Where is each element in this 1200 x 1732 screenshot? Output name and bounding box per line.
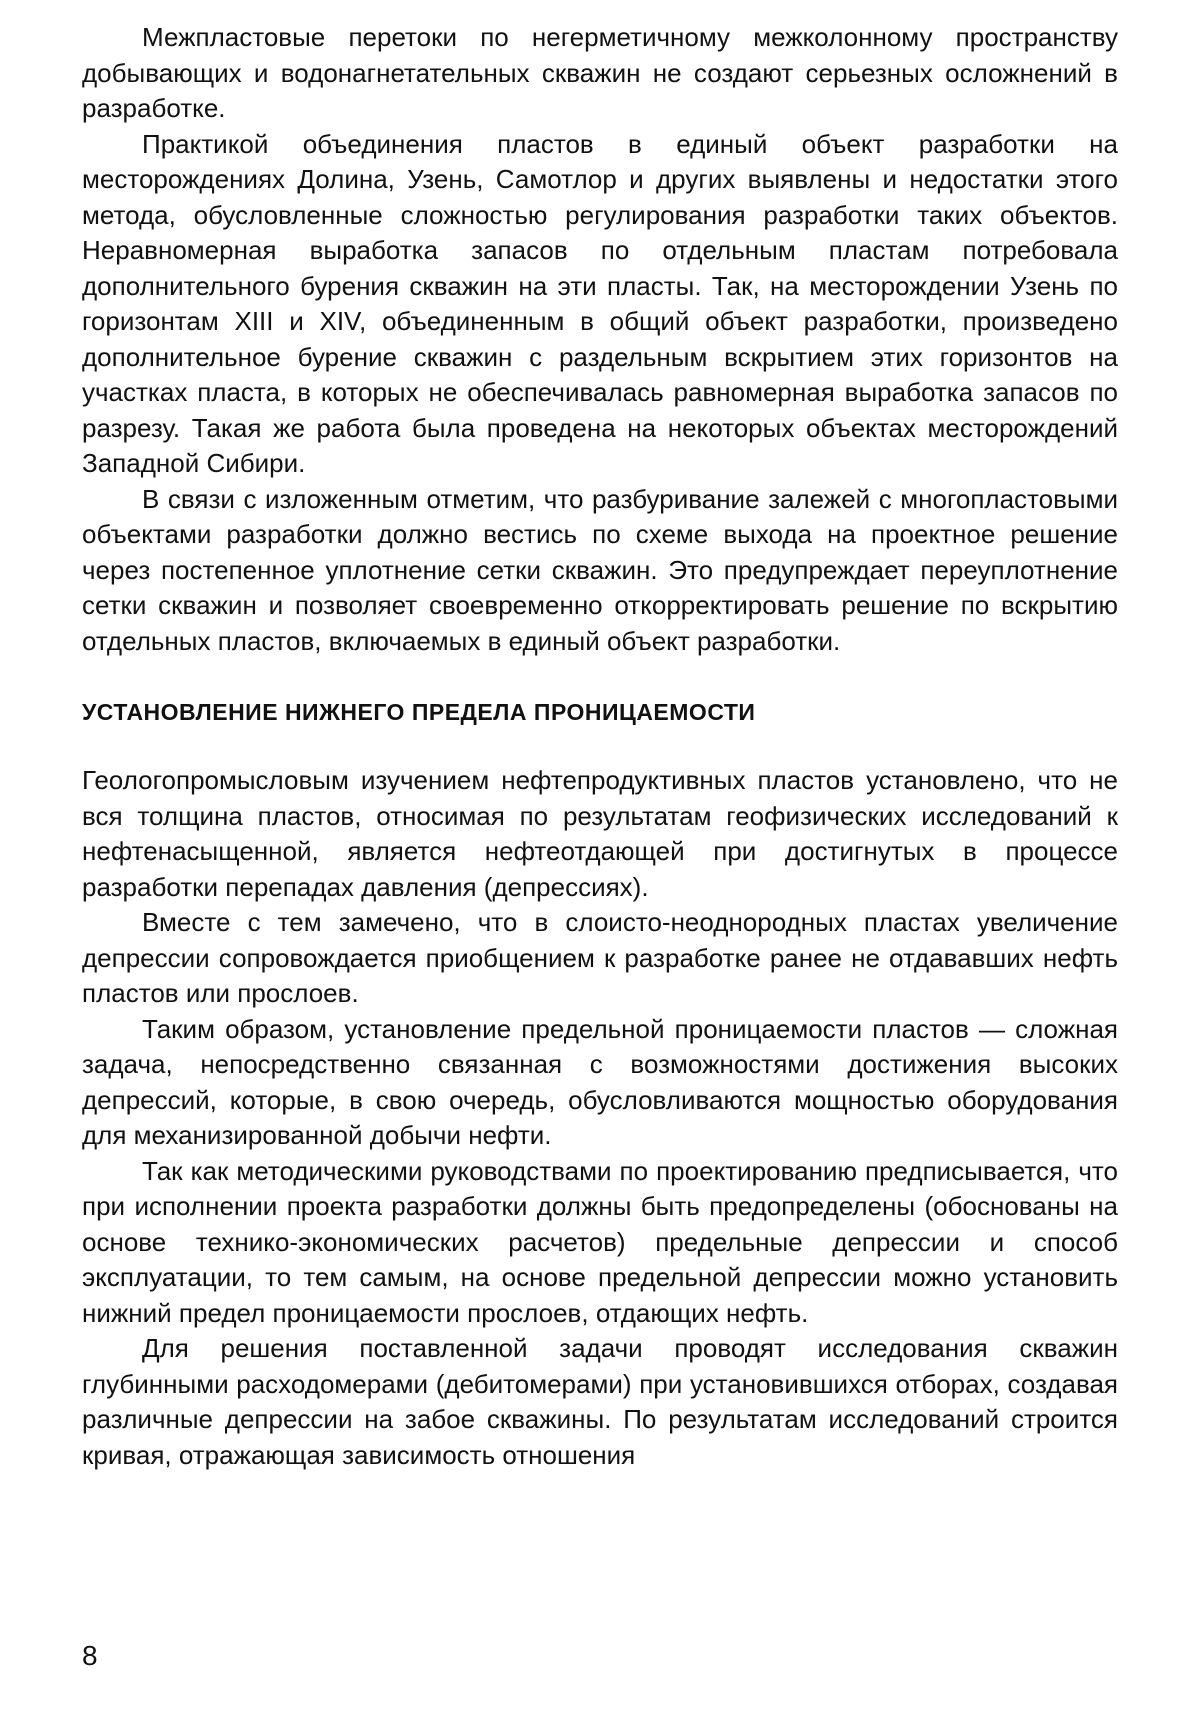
paragraph-interlayer-flows: Межпластовые перетоки по негерметичному межколонному пространству добывающих и водонагнетательных скважин не создают серьезных осложнений в разработке. — [82, 22, 1118, 123]
paragraph-flowmeter-research: Для решения поставленной задачи проводят исследования скважин глубинными расходомерами (дебитомерами) при установившихся отборах, создавая различные депрессии на забое скважины. По результатам исследований строится кривая, отражающая зависимость отношения — [82, 1333, 1118, 1470]
paragraph-geological-study: Геологопромысловым изучением нефтепродуктивных пластов установлено, что не вся толщина пластов, относимая по результатам геофизических исследований к нефтенасыщенной, является нефтеотдающей при достигнутых в процессе разработки перепадах давления (депрессиях). — [82, 765, 1118, 902]
paragraph-drilling-scheme: В связи с изложенным отметим, что разбуривание залежей с многопластовыми объектами разработки должно вестись по схеме выхода на проектное решение через постепенное уплотнение сетки скважин. Это предупреждает переуплотнение сетки скважин и позволяет своевременно откорректировать решение по вскрытию отдельных пластов, включаемых в единый объект разработки. — [82, 483, 1118, 656]
section-heading: УСТАНОВЛЕНИЕ НИЖНЕГО ПРЕДЕЛА ПРОНИЦАЕМОСТИ — [82, 699, 756, 725]
paragraph-limit-permeability: Таким образом, установление предельной проницаемости пластов — сложная задача, непосредственно связанная с возможностями достижения высоких депрессий, которые, в свою очередь, обусловливаются мощностью оборудования для механизированной добычи нефти. — [82, 1013, 1118, 1150]
paragraph-depression-increase: Вместе с тем замечено, что в слоисто-неоднородных пластах увеличение депрессии сопровождается приобщением к разработке ранее не отдававших нефть пластов или прослоев. — [82, 907, 1118, 1008]
document-page — [82, 20, 1118, 1473]
paragraph-combining-layers-practice: Практикой объединения пластов в единый объект разработки на месторождениях Долина, Узень, Самотлор и других выявлены и недостатки этого метода, обусловленные сложностью регулирования разработки таких объектов. Неравномерная выработка запасов по отдельным пластам потребовала дополнительного бурения скважин на эти пласты. Так, на месторождении Узень по горизонтам XIII и XIV, объединенным в общий объект разработки, произведено дополнительное бурение скважин с раздельным вскрытием этих горизонтов на участках пласта, в которых не обеспечивалась равномерная выработка запасов по разрезу. Такая же работа была проведена на некоторых объектах месторождений Западной Сибири. — [82, 128, 1118, 478]
page-number: 8 — [82, 1640, 98, 1671]
paragraph-methodical-guidelines: Так как методическими руководствами по проектированию предписывается, что при исполнении проекта разработки должны быть предопределены (обоснованы на основе технико-экономических расчетов) предельные депрессии и способ эксплуатации, то тем самым, на основе предельной депрессии можно установить нижний предел проницаемости прослоев, отдающих нефть. — [82, 1155, 1118, 1328]
